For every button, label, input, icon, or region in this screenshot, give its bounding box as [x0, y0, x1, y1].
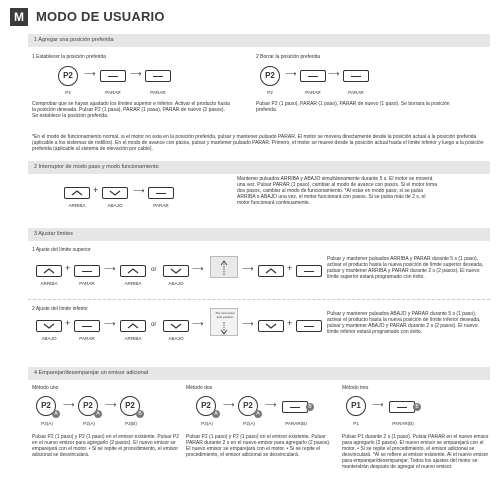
- step-label: PARAR: [153, 203, 169, 208]
- p2-button-icon: P2: [196, 396, 216, 416]
- step-label: P2: [65, 90, 71, 95]
- arrow-icon: ⟶: [372, 400, 384, 409]
- step-label: P2: [267, 90, 273, 95]
- blind-illustration: [210, 256, 238, 278]
- remote-b-badge: B: [306, 403, 314, 411]
- plus-icon: +: [287, 263, 293, 273]
- s4-m3-title: Método tres: [342, 385, 369, 391]
- s1-b-title: 2 Borrar la posición preferida: [256, 54, 321, 60]
- arrow-icon: ⟶: [328, 69, 340, 78]
- step-label: PARAR: [79, 336, 95, 341]
- stop-button-icon: [389, 401, 415, 413]
- step-label: P2(A): [201, 421, 213, 426]
- arrow-icon: ⟶: [84, 69, 96, 78]
- s3-a-description: Pulsar y mantener pulsados ARRIBA y PARAR durante 5 s (1 paso), activar el producto hasta la nueva posición de límite superior deseada, pulsar y mantener ARRIBA y PARAR durante 2 s (2 pasos). El nuevo límite superior estará programado con éxito.: [327, 256, 484, 280]
- step-label: PARAR: [348, 90, 364, 95]
- section-letter-badge: M: [10, 8, 28, 26]
- arrow-icon: ⟶: [285, 69, 297, 78]
- s1-a-title: 1 Establecer la posición preferida: [32, 54, 106, 60]
- page-title: MODO DE USUARIO: [36, 9, 165, 24]
- arrow-icon: ⟶: [242, 319, 254, 328]
- s4-m2-description: Pulsar P2 (1 paso) y P2 (1 paso) en el emisor existente. Pulsar PARAR durante 2 s en el nuevo emisor para agregarlo (2 pasos). El nuevo emisor se emparejará con el motor. • Si se repite el procedimiento, el emisor adicional se desvinculará.: [186, 434, 331, 458]
- stop-button-icon: [145, 70, 171, 82]
- remote-a-badge: A: [94, 410, 102, 418]
- step-label: ARRIBA: [40, 281, 58, 286]
- step-label: P2(A): [243, 421, 255, 426]
- remote-a-badge: A: [254, 410, 262, 418]
- s4-m1-title: Método uno: [32, 385, 59, 391]
- arrow-icon: ⟶: [104, 319, 116, 328]
- step-label: ABAJO: [168, 336, 184, 341]
- window-caption: The new lower limit position: [215, 311, 235, 319]
- down-button-icon: [163, 265, 189, 277]
- p2-button-icon: P2: [36, 396, 56, 416]
- section-1-band: 1 Agregar una posición preferida: [28, 34, 490, 47]
- arrow-icon: ⟶: [242, 264, 254, 273]
- p2-button-icon: P2: [260, 66, 280, 86]
- or-text: or: [151, 322, 157, 328]
- p2-button-icon: P2: [58, 66, 78, 86]
- section-4-band: 4 Emparejar/desemparejar un emisor adicional: [28, 367, 490, 380]
- plus-icon: +: [93, 185, 99, 195]
- down-button-icon: [258, 320, 284, 332]
- step-label: PARAR: [305, 90, 321, 95]
- step-label: ARRIBA: [68, 203, 86, 208]
- s4-m3-description: Pulsar P1 durante 2 s (1 paso). Pulsar PARAR en el nuevo emisor para agregarlo (2 pasos). El nuevo emisor se emparejará con el motor. • Si se repite el procedimiento, el emisor adicional se desvinculará. *Al se refiere al emisor existente. Al el nuevo emisor para emparejar/desemparejar. Todos los ajustes del motor se mantendrán después de agregar el nuevo emisor.: [342, 434, 489, 470]
- arrow-icon: ⟶: [63, 400, 75, 409]
- step-label: ABAJO: [41, 336, 57, 341]
- step-label: ABAJO: [107, 203, 123, 208]
- arrow-icon: ⟶: [223, 400, 235, 409]
- arrow-icon: ⟶: [192, 319, 204, 328]
- remote-a-badge: A: [52, 410, 60, 418]
- p2-button-icon: P2: [78, 396, 98, 416]
- step-label: P2(B): [125, 421, 137, 426]
- stop-button-icon: [296, 320, 322, 332]
- s4-m2-title: Método dos: [186, 385, 213, 391]
- step-label: PARAR: [105, 90, 121, 95]
- p1-button-icon: P1: [346, 396, 366, 416]
- stop-button-icon: [74, 320, 100, 332]
- stop-button-icon: [296, 265, 322, 277]
- step-label: ARRIBA: [124, 281, 142, 286]
- step-label: P2(A): [41, 421, 53, 426]
- step-label: ARRIBA: [124, 336, 142, 341]
- s1-note: *En el modo de funcionamiento normal, si el motor no esta en la posición preferida, pulsar y mantener pulsado PARAR. El motor se movera directamente desde la posición actual a la posición preferida (aplicable a los sistemas de rodillos). En el modo de avance con pasos, pulsar y mantener pulsado PARAR. Primero, el motor se mueve desde la posición actual hasta el límite inferior y luego a la posición preferida (aplicable al sistema de elevación por cable).: [32, 134, 484, 152]
- stop-button-icon: [300, 70, 326, 82]
- remote-b-badge: B: [136, 410, 144, 418]
- step-label: PARAR(B): [392, 421, 414, 426]
- p2-button-icon: P2: [238, 396, 258, 416]
- up-button-icon: [120, 265, 146, 277]
- arrow-icon: ⟶: [192, 264, 204, 273]
- stop-button-icon: [282, 401, 308, 413]
- s4-m1-description: Pulsar P2 (1 paso) y P2 (1 paso) en el emisor existente. Pulsar P2 en el nuevo emisor para agregarlo (2 pasos). El nuevo emisor se emparejará con el motor. • Si se repite el procedimiento, el emisor adicional se desvinculará.: [32, 434, 180, 458]
- step-label: P1: [353, 421, 359, 426]
- remote-a-badge: A: [212, 410, 220, 418]
- s1-b-description: Pulsar P2 (1 paso), PARAR (1 paso), PARAR de nuevo (1 paso). Se borrara la posición preferida.: [256, 101, 450, 113]
- down-button-icon: [163, 320, 189, 332]
- arrow-icon: ⟶: [133, 186, 145, 195]
- up-button-icon: [64, 187, 90, 199]
- step-label: PARAR: [79, 281, 95, 286]
- arrow-icon: ⟶: [265, 400, 277, 409]
- section-2-band: 2 Interruptor de modo paso y modo funcionamiento: [28, 161, 490, 174]
- down-button-icon: [36, 320, 62, 332]
- remote-b-badge: B: [413, 403, 421, 411]
- arrow-icon: ⟶: [104, 264, 116, 273]
- s3-b-title: 2 Ajuste del límite inferior: [32, 306, 88, 312]
- or-text: or: [151, 267, 157, 273]
- stop-button-icon: [100, 70, 126, 82]
- s3-b-description: Pulsar y mantener pulsados ABAJO y PARAR durante 5 s (1 paso), activar el producto hasta la nueva posición de límite inferior deseada, pulsar y mantener ABAJO y PARAR durante 2 s (2 pasos). El nuevo límite inferior estará programado con éxito.: [327, 311, 481, 335]
- down-button-icon: [102, 187, 128, 199]
- stop-button-icon: [74, 265, 100, 277]
- plus-icon: +: [65, 263, 71, 273]
- step-label: PARAR: [150, 90, 166, 95]
- s1-a-description: Comprobar que se hayan ajustado los límites superior e inferior. Activar el producto hasta la posición deseada. Pulsar P2 (1 pasa), PARAR (1 pasa), PARAR de nuevo (2 pasos). Se establece la posición preferida.: [32, 101, 230, 119]
- arrow-icon: ⟶: [130, 69, 142, 78]
- up-button-icon: [120, 320, 146, 332]
- stop-button-icon: [343, 70, 369, 82]
- blind-illustration: [210, 308, 238, 336]
- plus-icon: +: [65, 318, 71, 328]
- step-label: P2(A): [83, 421, 95, 426]
- stop-button-icon: [148, 187, 174, 199]
- divider: [28, 299, 490, 301]
- arrow-icon: ⟶: [105, 400, 117, 409]
- s2-description: Mantener pulsados ARRIBA y ABAJO simultáneamente durante 5 s. El motor se moverá una vez. Pulsar PARAR (1 paso), cambiar al modo de avance con pasos. Si el motor toma dos pasos, cambiar al modo de funcionamiento. *Al estar en modo paso, si se pulsa ARRIBA o ABAJO una vez, el motor funcionará con pasos. Si se pulsa más de 2 s, el motor funcionará continuamente.: [237, 176, 438, 206]
- step-label: PARAR(B): [285, 421, 307, 426]
- section-3-band: 3 Ajustar límites: [28, 228, 490, 241]
- up-button-icon: [36, 265, 62, 277]
- plus-icon: +: [287, 318, 293, 328]
- step-label: ABAJO: [168, 281, 184, 286]
- up-button-icon: [258, 265, 284, 277]
- s3-a-title: 1 Ajuste del límite superior: [32, 247, 91, 253]
- p2-button-icon: P2: [120, 396, 140, 416]
